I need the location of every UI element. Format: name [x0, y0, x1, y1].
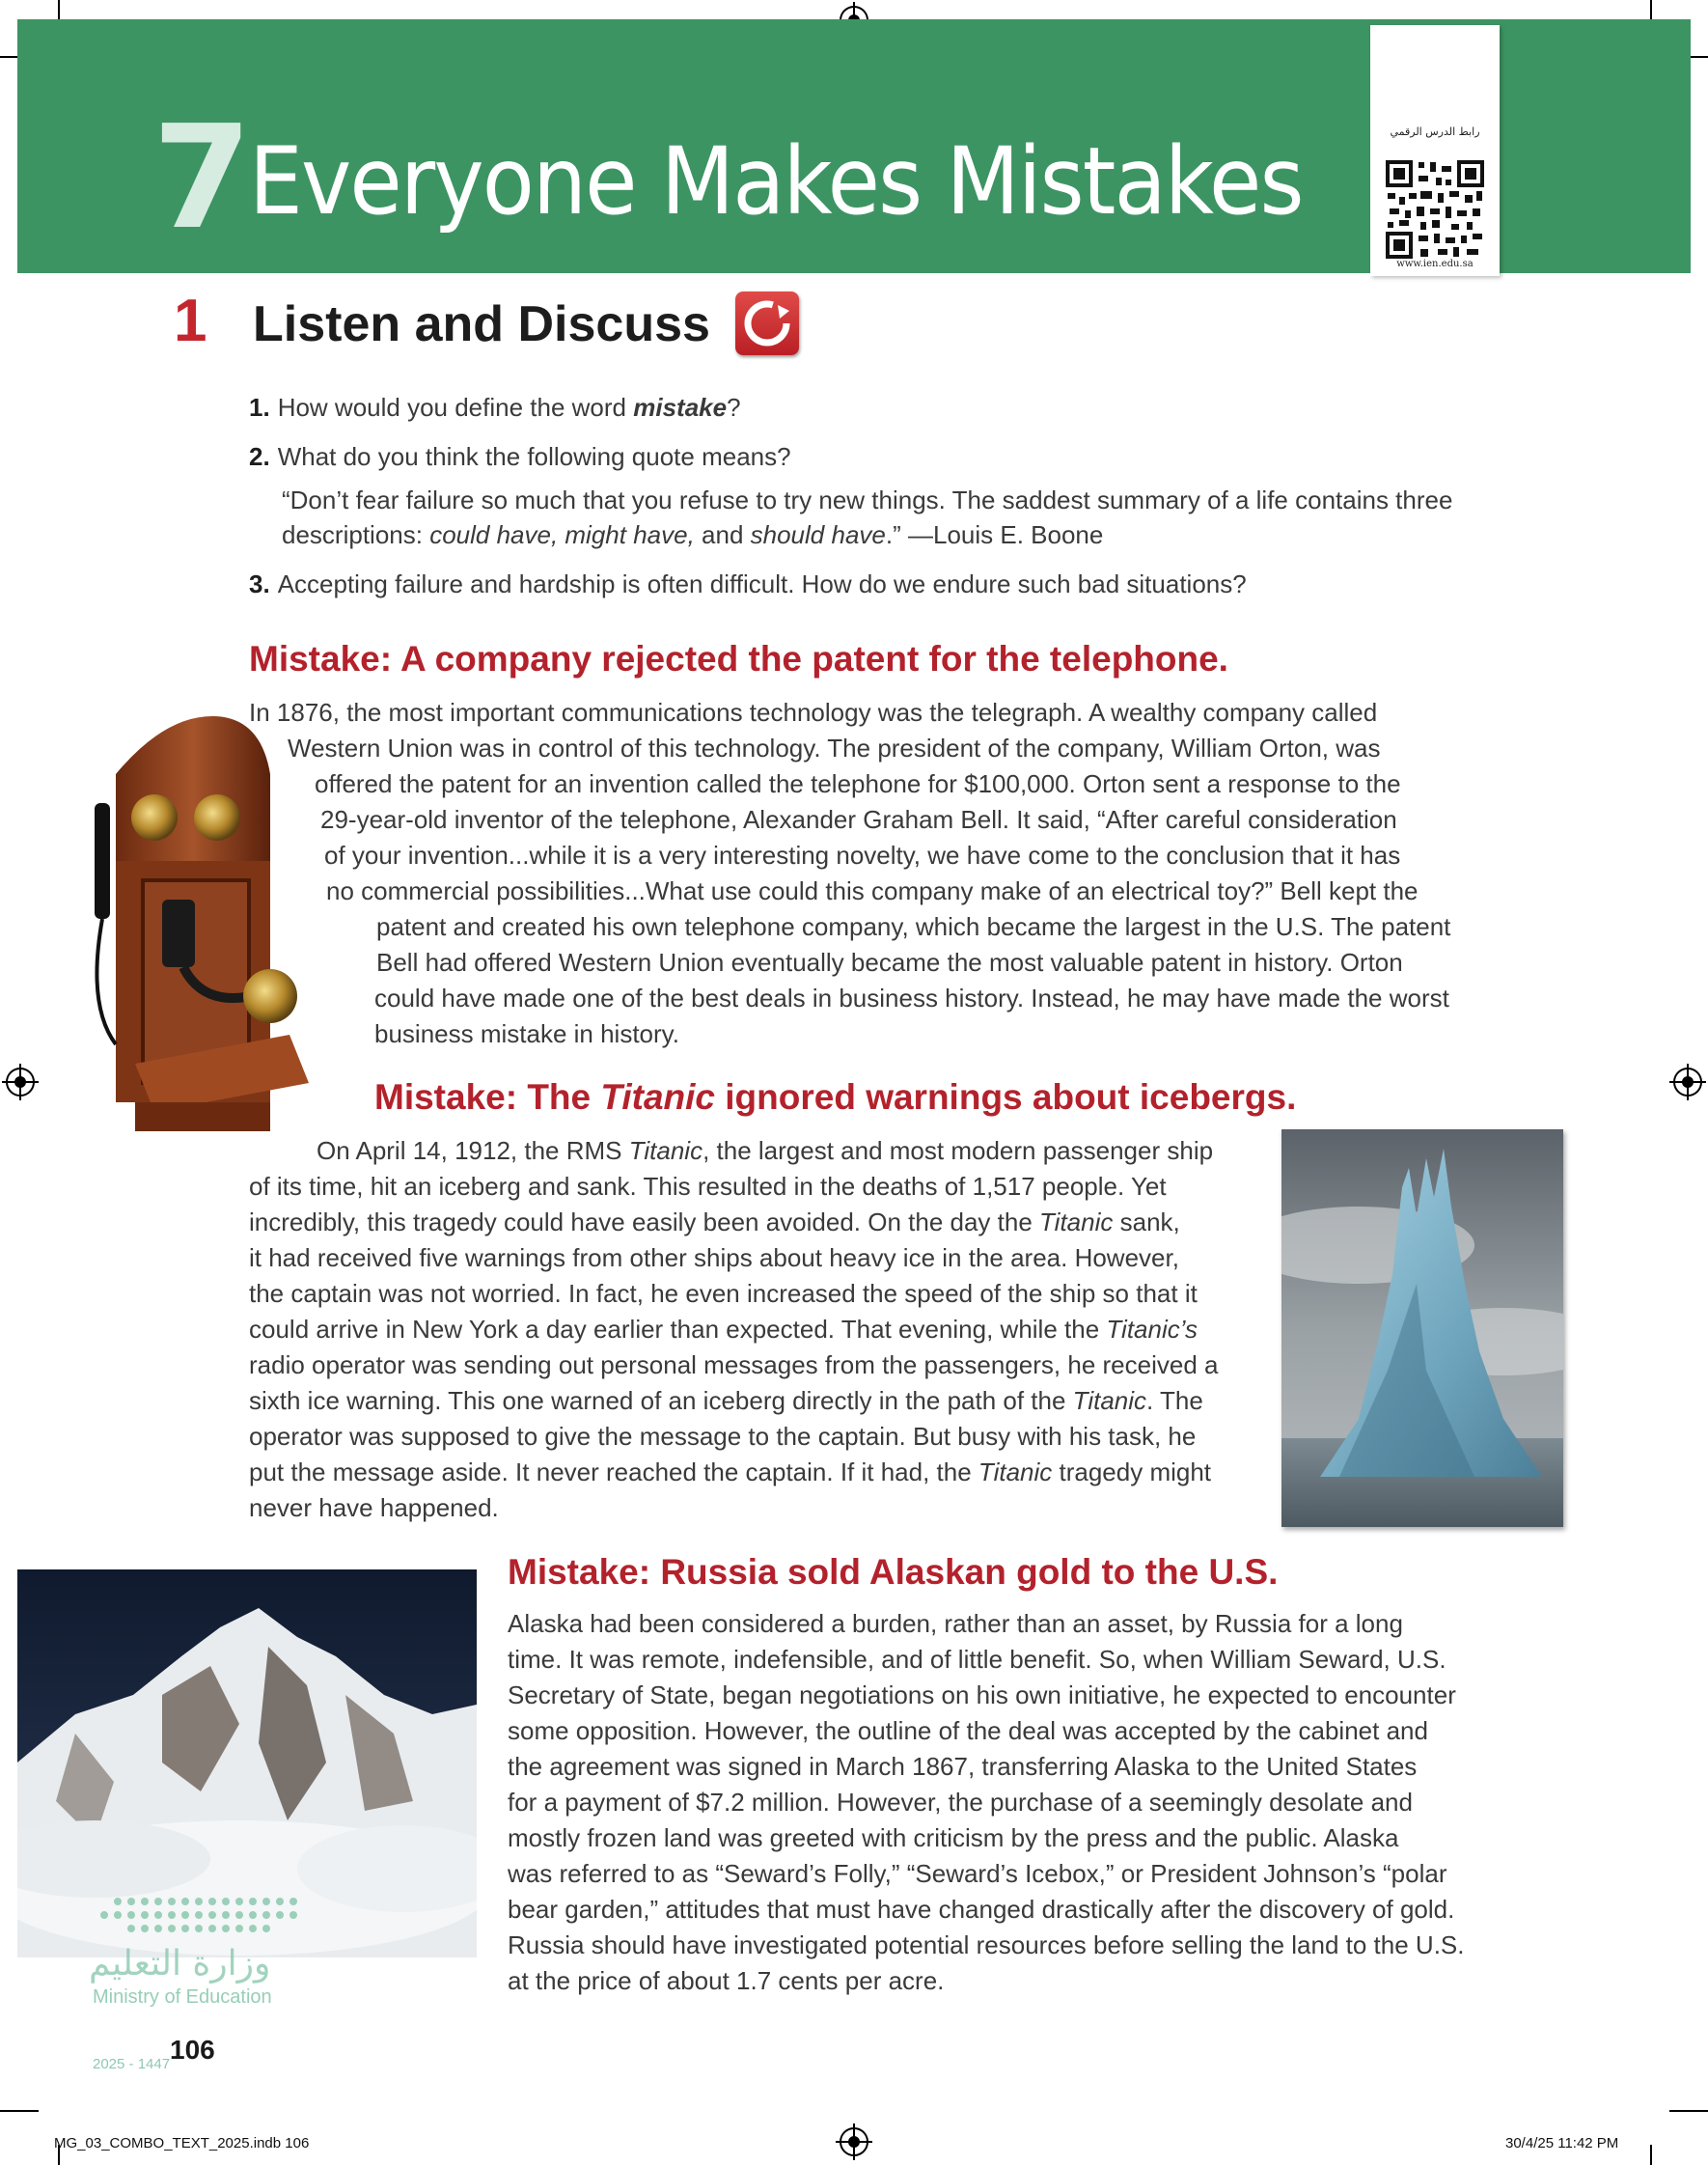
heading-titanic	[374, 1079, 1296, 1115]
crop-mark	[58, 0, 60, 21]
titanic-text: put the message aside. It never reached the captain. If it had, the	[249, 1457, 978, 1486]
titanic-emphasis: Titanic	[628, 1136, 703, 1165]
alaska-line: time. It was remote, indefensible, and of little benefit. So, when William Seward, U.S.	[508, 1645, 1446, 1674]
question-text: Accepting failure and hardship is often difficult. How do we endure such bad situations?	[277, 569, 1247, 598]
qr-url[interactable]: www.ien.edu.sa	[1396, 259, 1474, 269]
titanic-line	[317, 1133, 1213, 1168]
titanic-text: operator was supposed to give the message to the captain. But busy with his task, he	[249, 1422, 1197, 1451]
heading-text: ignored warnings about icebergs.	[714, 1077, 1297, 1117]
registration-mark-left	[6, 1068, 35, 1096]
crop-mark	[1650, 0, 1652, 21]
quote-line-1: “Don’t fear failure so much that you refuse to try new things. The saddest summary of a life contains three	[282, 486, 1453, 514]
question-text: How would you define the word	[277, 393, 634, 422]
iceberg-image	[1281, 1129, 1563, 1527]
registration-mark-bottom	[840, 2127, 868, 2156]
section-number: 1	[174, 288, 207, 354]
titanic-line	[249, 1490, 499, 1525]
titanic-line	[249, 1347, 1218, 1382]
telephone-line: Western Union was in control of this technology. The president of the company, William Orton, was	[288, 734, 1381, 763]
ministry-logo	[89, 1892, 320, 2008]
heading-alaska: Mistake: Russia sold Alaskan gold to the U.S.	[508, 1552, 1279, 1592]
question-emphasis: mistake	[633, 393, 728, 422]
registration-mark-right	[1673, 1068, 1702, 1096]
alaska-line: at the price of about 1.7 cents per acre.	[508, 1966, 945, 1995]
titanic-text: the captain was not worried. In fact, he even increased the speed of the ship so that it	[249, 1279, 1198, 1308]
titanic-line	[249, 1276, 1198, 1311]
ministry-dots-icon	[98, 1892, 311, 1940]
titanic-text: . The	[1146, 1386, 1203, 1415]
telephone-line: of your invention...while it is a very interesting novelty, we have come to the conclusion that it has	[324, 841, 1401, 870]
crop-mark	[0, 2110, 39, 2112]
question-number: 1.	[249, 393, 270, 422]
alaska-line: some opposition. However, the outline of the deal was accepted by the cabinet and	[508, 1716, 1428, 1745]
titanic-emphasis: Titanic’s	[1106, 1315, 1198, 1344]
question-1	[249, 391, 741, 424]
titanic-text: it had received five warnings from other ships about heavy ice in the area. However,	[249, 1243, 1179, 1272]
alaska-line: for a payment of $7.2 million. However, the purchase of a seemingly desolate and	[508, 1788, 1413, 1817]
quote-line-2	[282, 517, 1507, 552]
chapter-number: 7	[152, 95, 248, 261]
ministry-year: 2025 - 1447	[93, 2056, 171, 2072]
titanic-line	[249, 1312, 1198, 1346]
heading-telephone: Mistake: A company rejected the patent for the telephone.	[249, 639, 1228, 679]
telephone-line: 29-year-old inventor of the telephone, Alexander Graham Bell. It said, “After careful consideration	[320, 805, 1397, 834]
titanic-text: never have happened.	[249, 1493, 499, 1522]
titanic-text: sixth ice warning. This one warned of an iceberg directly in the path of the	[249, 1386, 1073, 1415]
crop-mark	[1650, 2145, 1652, 2165]
ministry-name-en: Ministry of Education	[93, 1986, 272, 2008]
titanic-text: , the largest and most modern passenger ship	[702, 1136, 1214, 1165]
quote-text: and	[694, 520, 751, 549]
titanic-line	[249, 1169, 1167, 1204]
alaska-line: Russia should have investigated potential resources before selling the land to the U.S.	[508, 1930, 1465, 1959]
print-slug-date: 30/4/25 11:42 PM	[1505, 2135, 1619, 2151]
titanic-emphasis: Titanic	[978, 1457, 1053, 1486]
crop-mark	[1669, 2110, 1708, 2112]
titanic-text: tragedy might	[1052, 1457, 1212, 1486]
page-number: 106	[170, 2035, 215, 2065]
titanic-text: of its time, hit an iceberg and sank. This resulted in the deaths of 1,517 people. Yet	[249, 1172, 1167, 1201]
heading-text: Mistake: The	[374, 1077, 601, 1117]
titanic-text: On April 14, 1912, the RMS	[317, 1136, 629, 1165]
alaska-line: the agreement was signed in March 1867, transferring Alaska to the United States	[508, 1752, 1418, 1781]
titanic-emphasis: Titanic	[1039, 1207, 1114, 1236]
question-number: 3.	[249, 569, 270, 598]
titanic-text: radio operator was sending out personal messages from the passengers, he received a	[249, 1350, 1219, 1379]
chapter-title: Everyone Makes Mistakes	[249, 127, 1303, 236]
titanic-line	[249, 1419, 1196, 1454]
qr-label: رابط الدرس الرقمي	[1390, 125, 1480, 138]
titanic-line	[249, 1383, 1203, 1418]
question-number: 2.	[249, 442, 270, 471]
quote-emphasis: should have	[750, 520, 886, 549]
question-text: ?	[727, 393, 741, 422]
quote-text: descriptions:	[282, 520, 430, 549]
question-3	[249, 568, 1247, 600]
telephone-line: Bell had offered Western Union eventually became the most valuable patent in history. Orton	[376, 948, 1403, 977]
qr-card[interactable]	[1370, 25, 1500, 276]
question-text: What do you think the following quote means?	[277, 442, 791, 471]
alaska-line: was referred to as “Seward’s Folly,” “Seward’s Icebox,” or President Johnson’s “polar	[508, 1859, 1447, 1888]
telephone-line: no commercial possibilities...What use could this company make of an electrical toy?” Bell kept the	[326, 876, 1419, 905]
telephone-line: business mistake in history.	[374, 1019, 679, 1048]
titanic-text: incredibly, this tragedy could have easily been avoided. On the day the	[249, 1207, 1040, 1236]
telephone-line: In 1876, the most important communications technology was the telegraph. A wealthy company called	[249, 698, 1378, 727]
titanic-text: could arrive in New York a day earlier than expected. That evening, while the	[249, 1315, 1107, 1344]
telephone-line: patent and created his own telephone company, which became the largest in the U.S. The patent	[376, 912, 1451, 941]
titanic-emphasis: Titanic	[1072, 1386, 1147, 1415]
telephone-line: could have made one of the best deals in business history. Instead, he may have made the worst	[374, 984, 1449, 1013]
section-title: Listen and Discuss	[253, 296, 710, 352]
telephone-line: offered the patent for an invention called the telephone for $100,000. Orton sent a response to the	[315, 769, 1401, 798]
heading-emphasis: Titanic	[600, 1077, 715, 1117]
ministry-name-ar: وزارة التعليم	[89, 1944, 271, 1984]
replay-icon[interactable]	[735, 291, 799, 355]
titanic-line	[249, 1455, 1211, 1489]
alaska-line: bear garden,” attitudes that must have changed drastically after the discovery of gold.	[508, 1895, 1455, 1924]
qr-code-icon[interactable]	[1384, 147, 1486, 272]
alaska-line: Secretary of State, began negotiations on his own initiative, he expected to encounter	[508, 1680, 1456, 1709]
titanic-text: sank,	[1113, 1207, 1180, 1236]
titanic-line	[249, 1240, 1179, 1275]
question-2	[249, 440, 791, 473]
print-slug-file: MG_03_COMBO_TEXT_2025.indb 106	[54, 2135, 310, 2151]
alaska-line: Alaska had been considered a burden, rather than an asset, by Russia for a long	[508, 1609, 1403, 1638]
titanic-line	[249, 1205, 1180, 1239]
quote-emphasis: could have, might have,	[429, 520, 695, 549]
quote-text: .” —Louis E. Boone	[885, 520, 1104, 549]
alaska-line: mostly frozen land was greeted with criticism by the press and the public. Alaska	[508, 1823, 1399, 1852]
